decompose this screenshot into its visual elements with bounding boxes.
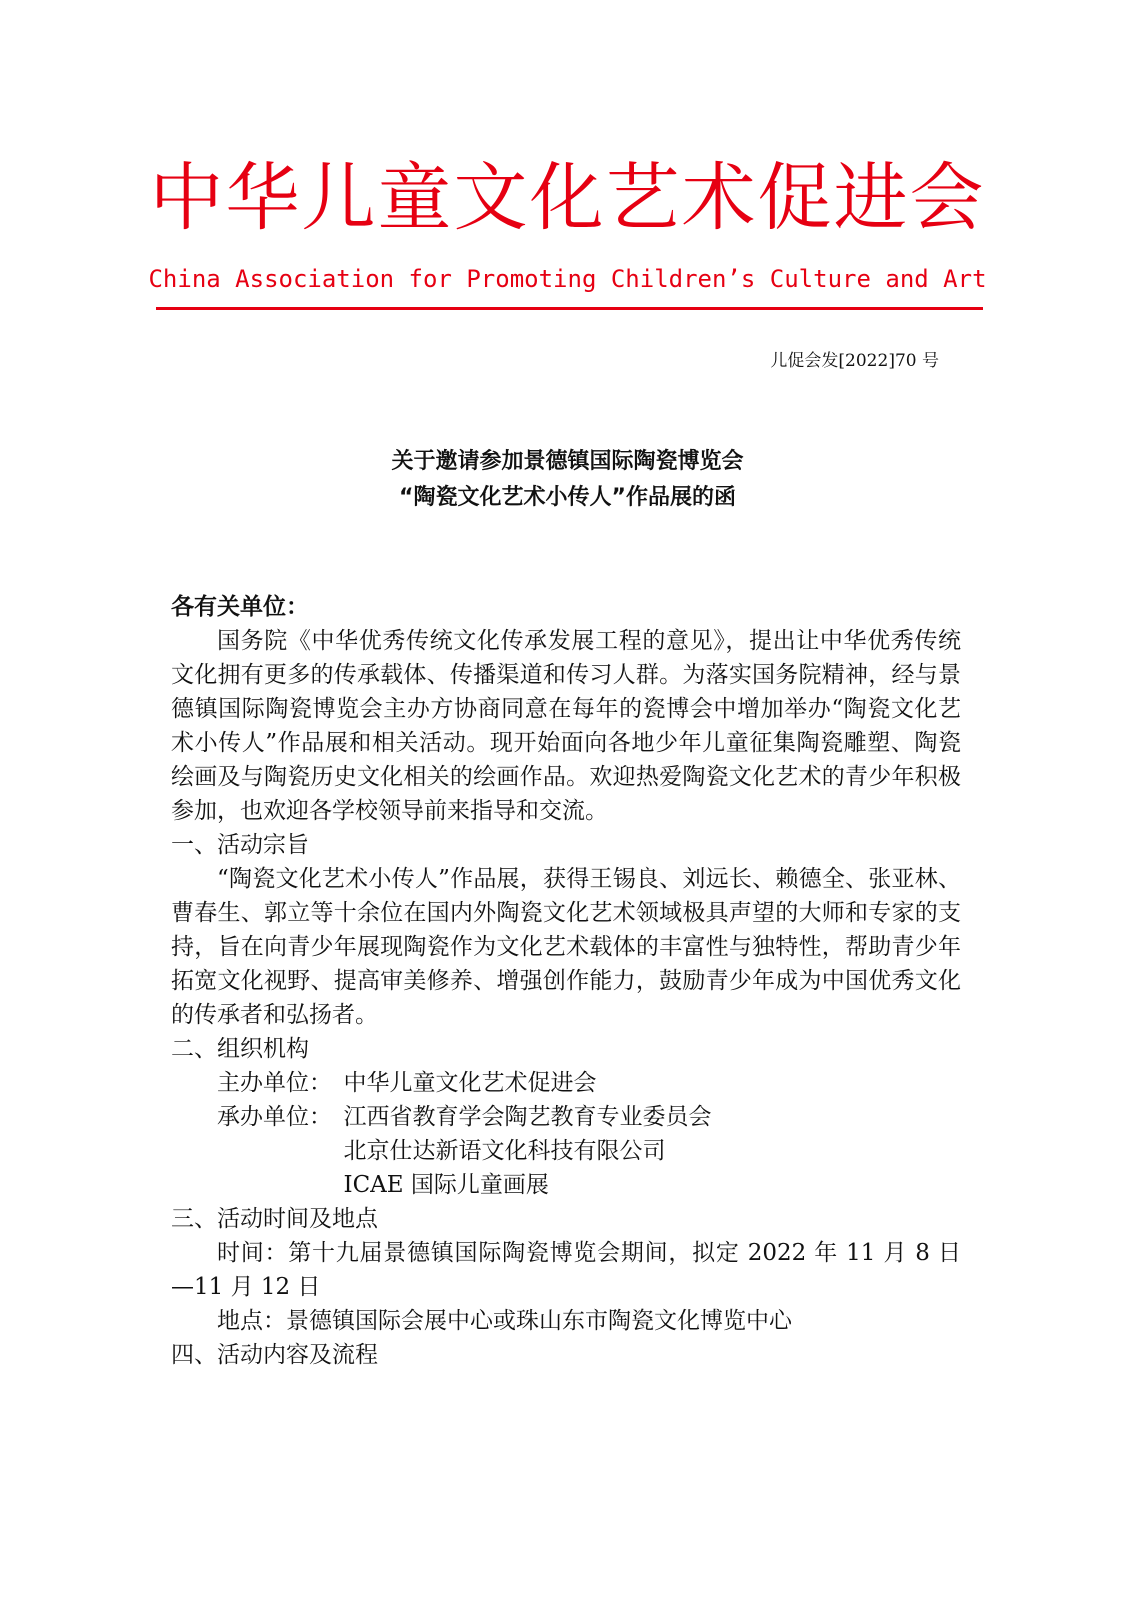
host-row xyxy=(217,1066,961,1100)
letter-body xyxy=(171,590,961,1372)
section-heading-organization: 二、组织机构 xyxy=(171,1036,309,1062)
header-divider xyxy=(156,307,983,310)
document-title-line2: “陶瓷文化艺术小传人”作品展的函 xyxy=(399,485,736,510)
organizer-value: ICAE 国际儿童画展 xyxy=(343,1172,549,1198)
org-name-english: China Association for Promoting Children’s Culture and Art xyxy=(148,265,987,293)
host-value: 中华儿童文化艺术促进会 xyxy=(343,1070,597,1096)
document-title-line1: 关于邀请参加景德镇国际陶瓷博览会 xyxy=(391,449,744,474)
organizer-row xyxy=(217,1100,961,1134)
organizer-value: 江西省教育学会陶艺教育专业委员会 xyxy=(343,1104,712,1130)
document-number: 儿促会发[2022]70 号 xyxy=(770,351,939,371)
org-name-chinese: 中华儿童文化艺术促进会 xyxy=(149,155,986,241)
organizer-label: 承办单位： xyxy=(217,1104,332,1130)
time-paragraph: 时间：第十九届景德镇国际陶瓷博览会期间，拟定 2022 年 11 月 8 日—11 月 12 日 xyxy=(171,1240,961,1300)
intro-paragraph: 国务院《中华优秀传统文化传承发展工程的意见》，提出让中华优秀传统文化拥有更多的传承载体、传播渠道和传习人群。为落实国务院精神，经与景德镇国际陶瓷博览会主办方协商同意在每年的瓷博会中增加举办“陶瓷文化艺术小传人”作品展和相关活动。现开始面向各地少年儿童征集陶瓷雕塑、陶瓷绘画及与陶瓷历史文化相关的绘画作品。欢迎热爱陶瓷文化艺术的青少年积极参加，也欢迎各学校领导前来指导和交流。 xyxy=(171,628,961,824)
host-label: 主办单位： xyxy=(217,1070,332,1096)
section-heading-purpose: 一、活动宗旨 xyxy=(171,832,309,858)
section-heading-content: 四、活动内容及流程 xyxy=(171,1342,378,1368)
purpose-paragraph: “陶瓷文化艺术小传人”作品展，获得王锡良、刘远长、赖德全、张亚林、曹春生、郭立等十余位在国内外陶瓷文化艺术领域极具声望的大师和专家的支持，旨在向青少年展现陶瓷作为文化艺术载体的丰富性与独特性，帮助青少年拓宽文化视野、提高审美修养、增强创作能力，鼓励青少年成为中国优秀文化的传承者和弘扬者。 xyxy=(171,866,961,1028)
organizer-value: 北京仕达新语文化科技有限公司 xyxy=(343,1138,666,1164)
place-paragraph: 地点：景德镇国际会展中心或珠山东市陶瓷文化博览中心 xyxy=(217,1308,792,1334)
section-heading-time-place: 三、活动时间及地点 xyxy=(171,1206,378,1232)
salutation: 各有关单位： xyxy=(171,594,309,620)
